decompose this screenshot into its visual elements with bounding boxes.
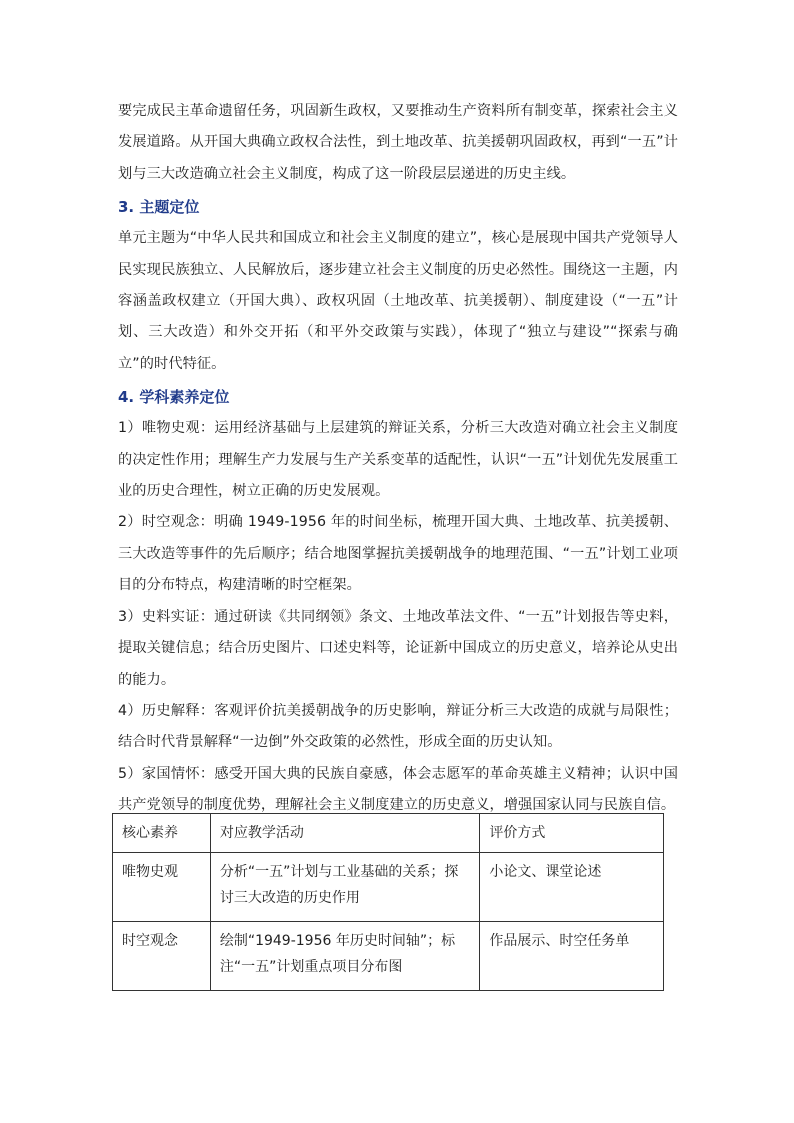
- table-cell: 小论文、课堂论述: [480, 853, 664, 922]
- literacy-evaluation-table: [112, 813, 664, 991]
- document-body: [118, 96, 678, 822]
- literacy-item-5: 5）家国情怀：感受开国大典的民族自豪感，体会志愿军的革命英雄主义精神；认识中国共产党领导的制度优势，理解社会主义制度建立的历史意义，增强国家认同与民族自信。: [118, 765, 678, 814]
- table-cell: 绘制“1949-1956 年历史时间轴”；标注“一五”计划重点项目分布图: [210, 922, 480, 991]
- intro-paragraph: 要完成民主革命遗留任务，巩固新生政权，又要推动生产资料所有制变革，探索社会主义发展道路。从开国大典确立政权合法性，到土地改革、抗美援朝巩固政权，再到“一五”计划与三大改造确立社会主义制度，构成了这一阶段层层递进的历史主线。: [118, 103, 678, 182]
- table-header-cell: 评价方式: [480, 814, 664, 853]
- table-row: [113, 853, 664, 922]
- table-header-row: [113, 814, 664, 853]
- table-header-cell: 核心素养: [113, 814, 211, 853]
- literacy-item-4: 4）历史解释：客观评价抗美援朝战争的历史影响，辩证分析三大改造的成就与局限性；结合时代背景解释“一边倒”外交政策的必然性，形成全面的历史认知。: [118, 702, 678, 751]
- table-cell: 时空观念: [113, 922, 211, 991]
- table-cell: 唯物史观: [113, 853, 211, 922]
- literacy-item-3: 3）史料实证：通过研读《共同纲领》条文、土地改革法文件、“一五”计划报告等史料，提取关键信息；结合历史图片、口述史料等，论证新中国成立的历史意义，培养论从史出的能力。: [118, 608, 678, 688]
- theme-paragraph: 单元主题为“中华人民共和国成立和社会主义制度的建立”，核心是展现中国共产党领导人民实现民族独立、人民解放后，逐步建立社会主义制度的历史必然性。围绕这一主题，内容涵盖政权建立（开国大典）、政权巩固（土地改革、抗美援朝）、制度建设（“一五”计划、三大改造）和外交开拓（和平外交政策与实践），体现了“独立与建设”“探索与确立”的时代特征。: [118, 230, 678, 372]
- section-heading-literacy: 4. 学科素养定位: [118, 388, 230, 407]
- table-cell: 作品展示、时空任务单: [480, 922, 664, 991]
- section-heading-theme: 3. 主题定位: [118, 198, 200, 217]
- table-header-cell: 对应教学活动: [210, 814, 480, 853]
- literacy-item-1: 1）唯物史观：运用经济基础与上层建筑的辩证关系，分析三大改造对确立社会主义制度的决定性作用；理解生产力发展与生产关系变革的适配性，认识“一五”计划优先发展重工业的历史合理性，树立正确的历史发展观。: [118, 420, 678, 500]
- table-cell: 分析“一五”计划与工业基础的关系；探讨三大改造的历史作用: [210, 853, 480, 922]
- table-row: [113, 922, 664, 991]
- literacy-item-2: 2）时空观念：明确 1949-1956 年的时间坐标，梳理开国大典、土地改革、抗美援朝、三大改造等事件的先后顺序；结合地图掌握抗美援朝战争的地理范围、“一五”计划工业项目的分布特点，构建清晰的时空框架。: [118, 514, 678, 594]
